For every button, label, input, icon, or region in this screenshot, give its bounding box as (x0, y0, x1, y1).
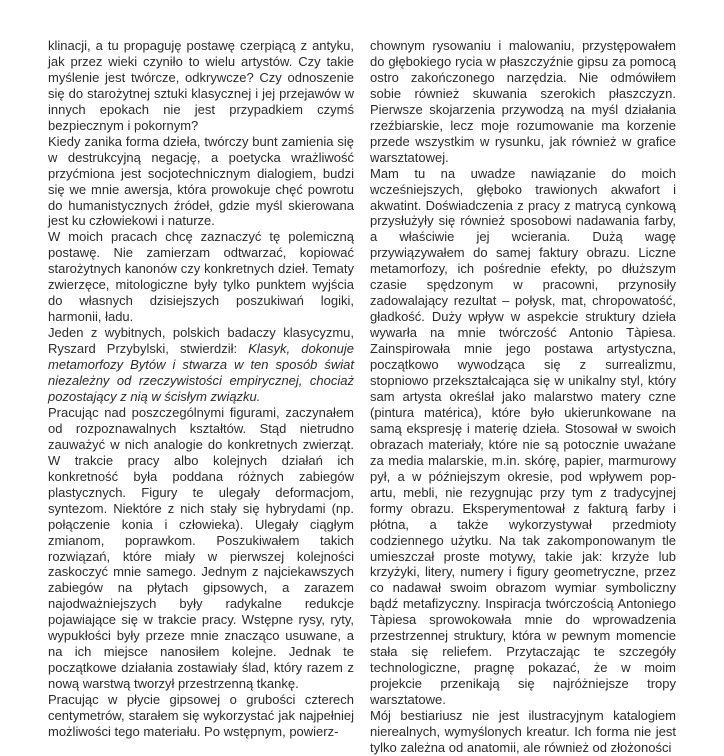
paragraph-with-quote (48, 325, 354, 405)
paragraph: Kiedy zanika forma dzieła, twórczy bunt zamienia się w destrukcyjną negację, a poetycka wrażliwość przyćmiona jest socjotechnicznym dialogiem, budzi się we mnie awersja, która prowokuje chęć powrotu do humanistycznych źródeł, gdzie myśl skierowana jest ku człowiekowi i naturze. (48, 133, 354, 229)
paragraph: Mam tu na uwadze nawiązanie do moich wcześniejszych, głęboko trawionych akwafort i akwatint. Doświadczenia z pracy z matrycą cynkową przysłużyły się również sposobowi nadawania farby, a właściwie jej wcierania. Dużą wagę przywiązywałem do samej faktury obrazu. Liczne metamorfozy, ich pośrednie efekty, po dłuższym czasie spędzonym w pracowni, przynosiły zadowalający rezultat – połysk, mat, chropowatość, gładkość. Duży wpływ w aspekcie struktury dzieła wywarła na mnie twórczość Antonio Tàpiesa. Zainspirowała mnie jego postawa artystyczna, początkowo wywodząca się z surrealizmu, stopniowo przekształcająca się w unikalny styl, który sam artysta określał jako malarstwo matery czne (pintura matérica), które było ukierunkowane na samą ekspresję i materię dzieła. Stosował w swoich obrazach materiały, które nie są potocznie uważane za media malarskie, m.in. skórę, papier, marmurowy pył, a w późniejszym okresie, pod wpływem pop-artu, mebli, nie rezygnując przy tym z tradycyjnej formy obrazu. Eksperymentował z fakturą farby i płótna, a także wykorzystywał przedmioty codziennego użytku. Na tak zakomponowanym tle umieszczał proste motywy, takie jak: krzyże lub krzyżyki, litery, numery i figury geometryczne, przez co nadawał swoim obrazom wymiar symboliczny bądź metafizyczny. Inspiracja twórczością Antoniego Tàpiesa sprowokowała mnie do wprowadzenia przestrzennej struktury, która w pewnym momencie stała się reliefem. Przytaczając te szczegóły technologiczne, pragnę pokazać, że w moim projekcie przenikają się najróżniejsze tropy warsztatowe. (370, 165, 676, 708)
paragraph: Pracując nad poszczególnymi figurami, zaczynałem od rozpoznawalnych kształtów. Stąd nietrudno zauważyć w nich analogie do konkretnych zwierząt. W trakcie pracy albo kolejnych działań ich konkretność była poddana różnych zabiegów plastycznych. Figury te ulegały deformacjom, syntezom. Niektóre z nich stały się hybrydami (np. połączenie konia i człowieka). Ulegały ciągłym zmianom, poprawkom. Poszukiwałem takich rozwiązań, które miały w pierwszej kolejności zaskoczyć mnie samego. Jednym z najciekawszych zabiegów na płytach gipsowych, a zarazem najodważniejszych były radykalne redukcje pojawiające się w trakcie pracy. Wstępne rysy, ryty, wypukłości były przeze mnie znacząco usuwane, a na ich miejsce nanosiłem kolejne. Jednak te początkowe działania zostawiały ślad, który razem z nową warstwą tworzył przestrzenną tkankę. (48, 404, 354, 692)
paragraph: Pracując w płycie gipsowej o grubości czterech centymetrów, starałem się wykorzystać jak najpełniej możliwości tego materiału. Po wstępnym, powierz- (48, 692, 354, 739)
paragraph: Mój bestiariusz nie jest ilustracyjnym katalogiem nierealnych, wymyślonych kreatur. Ich forma nie jest tylko zależna od anatomii, ale również od złożoności (370, 708, 676, 755)
paragraph: W moich pracach chcę zaznaczyć tę polemiczną postawę. Nie zamierzam odtwarzać, kopiować starożytnych kanonów czy konkretnych dzieł. Tematy zwierzęce, mitologiczne były tylko punktem wyjścia do własnych dzisiejszych poszukiwań logiki, harmonii, ładu. (48, 229, 354, 325)
text-column-right (370, 38, 676, 755)
paragraph-text: Jeden z wybitnych, polskich badaczy klasycyzmu, Ryszard Przybylski, stwierdził: (48, 325, 354, 357)
paragraph: chownym rysowaniu i malowaniu, przystępowałem do głębokiego rycia w płaszczyźnie gipsu za pomocą ostro zakończonego narzędzia. Nie odmówiłem sobie również skuwania szerokich płaszczyzn. Pierwsze skojarzenia przywodzą na myśl działania rzeźbiarskie, lecz moje rozumowanie ma korzenie przede wszystkim w rysunku, jak również w grafice warsztatowej. (370, 38, 676, 165)
quote: Klasyk, dokonuje metamorfozy Bytów i stwarza w ten sposób świat niezależny od rzeczywistości empirycznej, chociaż pozostający z nią w ścisłym związku. (48, 341, 355, 404)
paragraph: klinacji, a tu propaguję postawę czerpiącą z antyku, jak przez wieki czyniło to wielu artystów. Czy takie myślenie jest twórcze, odkrywcze? Czy odnoszenie się do starożytnej sztuki klasycznej i jej przejawów w innych epokach nie jest przypadkiem czymś bezpiecznym i pokornym? (48, 38, 354, 133)
text-column-left (48, 38, 355, 739)
